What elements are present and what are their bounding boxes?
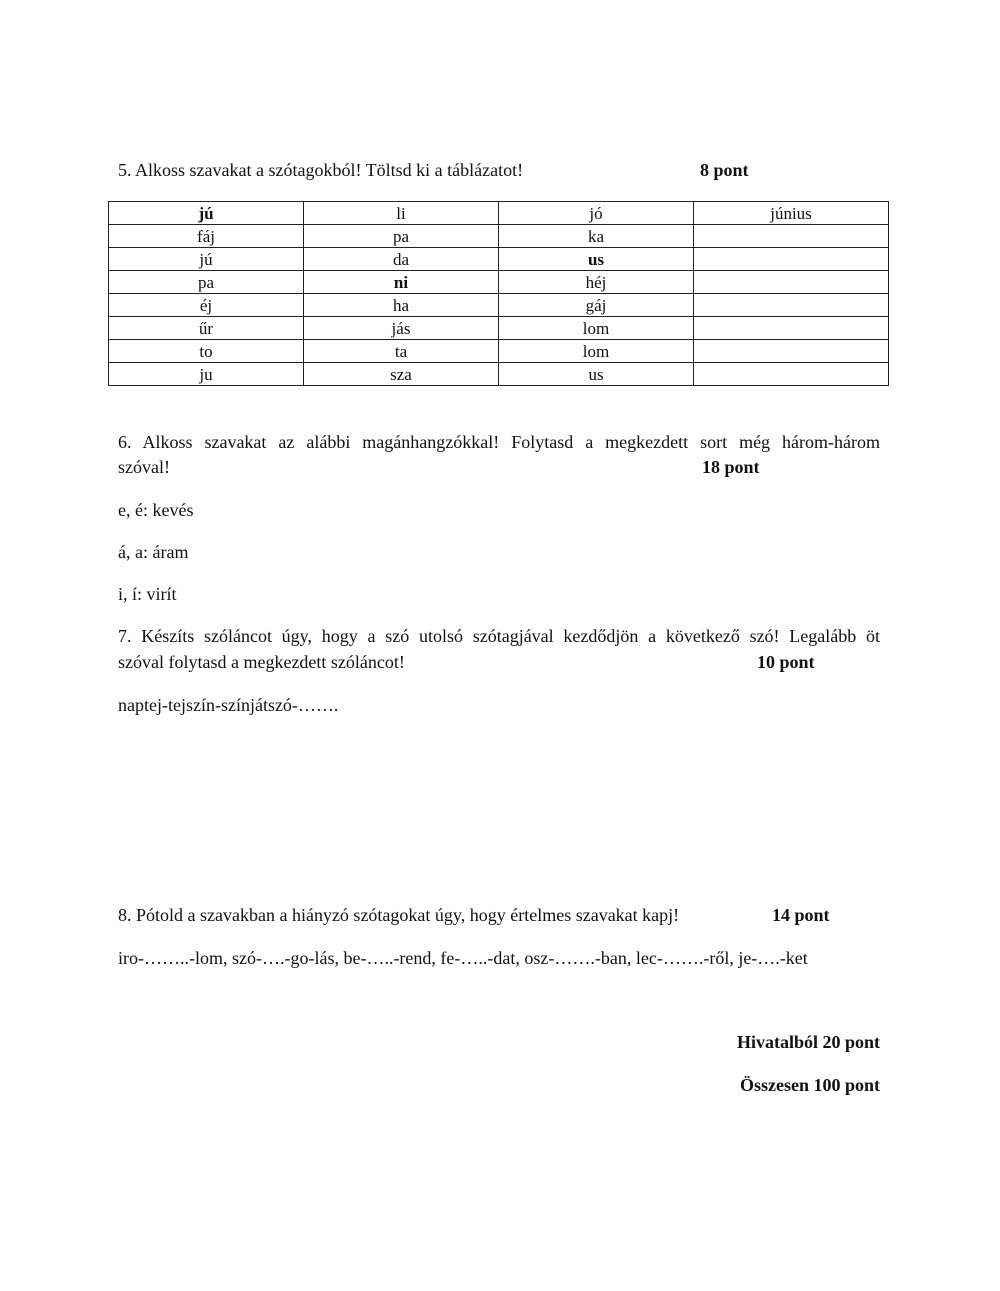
task5-title: 5. Alkoss szavakat a szótagokból! Töltsd ki a táblázatot!: [118, 160, 524, 180]
table-cell: ju: [109, 363, 304, 386]
table-cell: [694, 340, 889, 363]
table-row: [109, 202, 889, 225]
table-cell: gáj: [499, 294, 694, 317]
total-points: Összesen 100 pont: [739, 1075, 880, 1095]
syllable-table: [108, 201, 889, 386]
table-row: [109, 317, 889, 340]
table-cell: li: [304, 202, 499, 225]
table-cell: [694, 271, 889, 294]
task6-item-i: i, í: virít: [118, 584, 177, 604]
table-cell: us: [499, 363, 694, 386]
table-cell: űr: [109, 317, 304, 340]
table-cell: ka: [499, 225, 694, 248]
table-cell: [694, 294, 889, 317]
table-cell: pa: [304, 225, 499, 248]
table-cell: jás: [304, 317, 499, 340]
table-cell: fáj: [109, 225, 304, 248]
table-cell: jú: [109, 202, 304, 225]
table-row: [109, 340, 889, 363]
task7-example-chain: naptej-tejszín-színjátszó-…….: [118, 695, 339, 715]
task7-instruction-line2: szóval folytasd a megkezdett szóláncot!: [118, 652, 405, 672]
table-cell: [694, 225, 889, 248]
table-cell: lom: [499, 317, 694, 340]
table-cell: [694, 317, 889, 340]
table-cell: [694, 248, 889, 271]
table-cell: sza: [304, 363, 499, 386]
task7-points: 10 pont: [757, 652, 815, 672]
task5-points: 8 pont: [700, 160, 749, 180]
task6-points: 18 pont: [702, 457, 760, 477]
table-cell: június: [694, 202, 889, 225]
task8-words: iro-……..-lom, szó-….-go-lás, be-…..-rend, fe-…..-dat, osz-…….-ban, lec-…….-ről, je-….-ket: [118, 948, 808, 968]
table-cell: [694, 363, 889, 386]
table-row: [109, 363, 889, 386]
table-cell: jú: [109, 248, 304, 271]
task8-points: 14 pont: [772, 905, 830, 925]
table-row: [109, 271, 889, 294]
table-row: [109, 225, 889, 248]
table-row: [109, 248, 889, 271]
table-cell: jó: [499, 202, 694, 225]
task7-instruction-line1: 7. Készíts szóláncot úgy, hogy a szó utolsó szótagjával kezdődjön a következő szó! Legalább öt: [118, 626, 880, 646]
task6-item-a: á, a: áram: [118, 542, 189, 562]
table-cell: to: [109, 340, 304, 363]
table-cell: da: [304, 248, 499, 271]
table-cell: ni: [304, 271, 499, 294]
task8-title: 8. Pótold a szavakban a hiányzó szótagokat úgy, hogy értelmes szavakat kapj!: [118, 905, 680, 925]
table-row: [109, 294, 889, 317]
task6-item-e: e, é: kevés: [118, 500, 194, 520]
table-cell: éj: [109, 294, 304, 317]
table-cell: héj: [499, 271, 694, 294]
table-cell: pa: [109, 271, 304, 294]
table-cell: ha: [304, 294, 499, 317]
task6-instruction-line2: szóval!: [118, 457, 170, 477]
task6-instruction-line1: 6. Alkoss szavakat az alábbi magánhangzókkal! Folytasd a megkezdett sort még három-három: [118, 432, 880, 452]
table-cell: us: [499, 248, 694, 271]
table-cell: ta: [304, 340, 499, 363]
table-cell: lom: [499, 340, 694, 363]
bonus-points: Hivatalból 20 pont: [736, 1032, 880, 1052]
